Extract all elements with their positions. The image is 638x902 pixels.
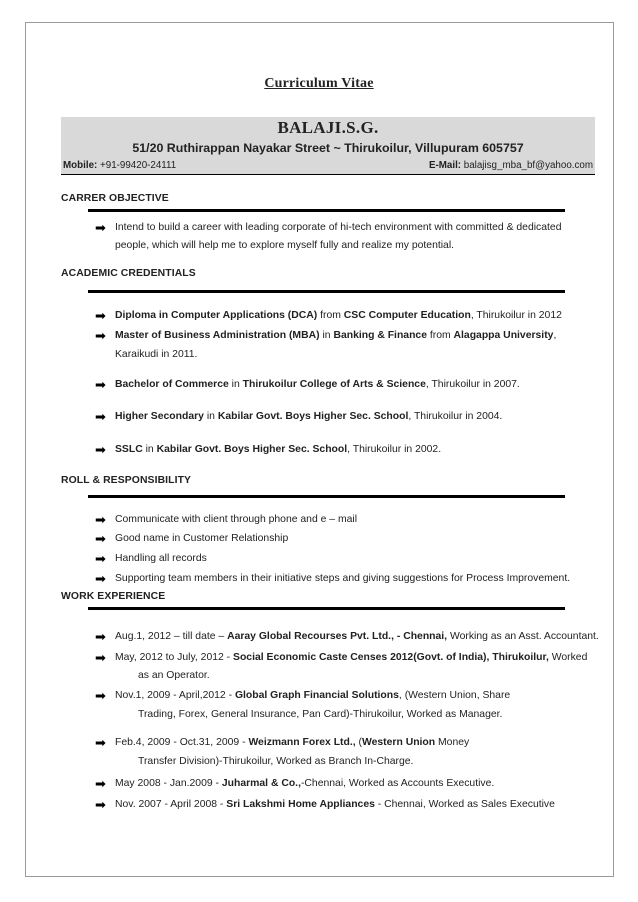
qualification: Higher Secondary bbox=[115, 411, 204, 422]
objective-text-line2: people, which will help me to explore myself fully and realize my potential. bbox=[115, 240, 455, 251]
institution: Alagappa University bbox=[453, 330, 554, 341]
mobile-info bbox=[63, 160, 176, 171]
page-title: Curriculum Vitae bbox=[264, 76, 374, 91]
section-heading-experience: WORK EXPERIENCE bbox=[61, 591, 166, 602]
section-divider bbox=[88, 495, 565, 498]
arrow-right-icon: ➡ bbox=[95, 776, 106, 791]
arrow-right-icon: ➡ bbox=[95, 688, 106, 703]
email-value: balajisg_mba_bf@yahoo.com bbox=[461, 160, 593, 171]
arrow-right-icon: ➡ bbox=[95, 220, 106, 235]
detail-text: ( bbox=[355, 737, 362, 748]
institution: Thirukoilur College of Arts & Science bbox=[242, 379, 426, 390]
arrow-right-icon: ➡ bbox=[95, 308, 106, 323]
period-text: Aug.1, 2012 – till date – bbox=[115, 631, 228, 642]
arrow-right-icon: ➡ bbox=[95, 377, 106, 392]
qualification: Diploma in Computer Applications (DCA) bbox=[115, 310, 318, 321]
detail-text: Money bbox=[435, 737, 470, 748]
detail-text: Working as an Asst. Accountant. bbox=[447, 631, 599, 642]
arrow-right-icon: ➡ bbox=[95, 551, 106, 566]
institution: CSC Computer Education bbox=[343, 310, 471, 321]
institution: Kabilar Govt. Boys Higher Sec. School bbox=[217, 411, 409, 422]
connector-text: from bbox=[426, 330, 454, 341]
arrow-right-icon: ➡ bbox=[95, 531, 106, 546]
section-divider bbox=[88, 607, 565, 610]
role-text: Handling all records bbox=[115, 553, 207, 564]
employer: Global Graph Financial Solutions bbox=[234, 690, 399, 701]
period-text: Nov. 2007 - April 2008 - bbox=[115, 799, 227, 810]
connector-text: in bbox=[142, 444, 157, 455]
detail-text: - Chennai, Worked as Sales Executive bbox=[374, 799, 555, 810]
period-text: May 2008 - Jan.2009 - bbox=[115, 778, 222, 789]
detail-text: , (Western Union, Share bbox=[398, 690, 511, 701]
section-heading-objective: CARRER OBJECTIVE bbox=[61, 193, 169, 204]
candidate-name: BALAJI.S.G. bbox=[277, 118, 379, 137]
role-text: Communicate with client through phone and e – mail bbox=[115, 514, 358, 525]
qualification: SSLC bbox=[115, 444, 143, 455]
detail-text: , bbox=[553, 330, 557, 341]
email-label: E-Mail: bbox=[428, 160, 462, 171]
connector-text: in bbox=[319, 330, 334, 341]
employer: Weizmann Forex Ltd., bbox=[248, 737, 356, 748]
qualification: Bachelor of Commerce bbox=[115, 379, 229, 390]
detail-text: -Chennai, Worked as Accounts Executive. bbox=[300, 778, 495, 789]
qualification: Master of Business Administration (MBA) bbox=[115, 330, 320, 341]
arrow-right-icon: ➡ bbox=[95, 409, 106, 424]
role-text: Good name in Customer Relationship bbox=[115, 533, 289, 544]
employer: Social Economic Caste Censes 2012(Govt. of India), Thirukoilur, bbox=[233, 652, 549, 663]
arrow-right-icon: ➡ bbox=[95, 328, 106, 343]
objective-text-line1: Intend to build a career with leading corporate of hi-tech environment with committed & dedicated bbox=[115, 222, 562, 233]
detail-text-continued: Karaikudi in 2011. bbox=[115, 349, 198, 360]
employer: Sri Lakshmi Home Appliances bbox=[226, 799, 375, 810]
email-info bbox=[429, 160, 593, 171]
connector-text: in bbox=[203, 411, 218, 422]
institution: Kabilar Govt. Boys Higher Sec. School bbox=[156, 444, 348, 455]
arrow-right-icon: ➡ bbox=[95, 512, 106, 527]
section-divider bbox=[88, 209, 565, 212]
connector-text: from bbox=[317, 310, 344, 321]
detail-text: , Thirukoilur in 2002. bbox=[347, 444, 442, 455]
detail-text-continued: as an Operator. bbox=[138, 670, 210, 681]
arrow-right-icon: ➡ bbox=[95, 797, 106, 812]
mobile-value: +91-99420-24111 bbox=[97, 160, 177, 171]
employer: Aaray Global Recourses Pvt. Ltd., - Chennai, bbox=[227, 631, 448, 642]
section-heading-academic: ACADEMIC CREDENTIALS bbox=[61, 268, 196, 279]
detail-text: , Thirukoilur in 2007. bbox=[425, 379, 520, 390]
arrow-right-icon: ➡ bbox=[95, 442, 106, 457]
address-line: 51/20 Ruthirappan Nayakar Street ~ Thirukoilur, Villupuram 605757 bbox=[132, 141, 524, 155]
section-divider bbox=[88, 290, 565, 293]
detail-text-continued: Trading, Forex, General Insurance, Pan Card)-Thirukoilur, Worked as Manager. bbox=[138, 709, 503, 720]
contact-header bbox=[61, 117, 595, 175]
period-text: Nov.1, 2009 - April,2012 - bbox=[115, 690, 235, 701]
period-text: Feb.4, 2009 - Oct.31, 2009 - bbox=[115, 737, 249, 748]
employer: Juharmal & Co., bbox=[221, 778, 301, 789]
connector-text: in bbox=[228, 379, 243, 390]
arrow-right-icon: ➡ bbox=[95, 629, 106, 644]
arrow-right-icon: ➡ bbox=[95, 650, 106, 665]
section-heading-roles: ROLL & RESPONSIBILITY bbox=[61, 475, 192, 486]
detail-text: , Thirukoilur in 2004. bbox=[408, 411, 503, 422]
detail-text-continued: Transfer Division)-Thirukoilur, Worked as Branch In-Charge. bbox=[138, 756, 414, 767]
mobile-label: Mobile: bbox=[63, 160, 98, 171]
division: Western Union bbox=[362, 737, 436, 748]
period-text: May, 2012 to July, 2012 - bbox=[115, 652, 234, 663]
specialization: Banking & Finance bbox=[333, 330, 427, 341]
detail-text: Worked bbox=[548, 652, 588, 663]
detail-text: , Thirukoilur in 2012 bbox=[470, 310, 562, 321]
arrow-right-icon: ➡ bbox=[95, 571, 106, 586]
role-text: Supporting team members in their initiative steps and giving suggestions for Process Improvement. bbox=[115, 573, 571, 584]
arrow-right-icon: ➡ bbox=[95, 735, 106, 750]
